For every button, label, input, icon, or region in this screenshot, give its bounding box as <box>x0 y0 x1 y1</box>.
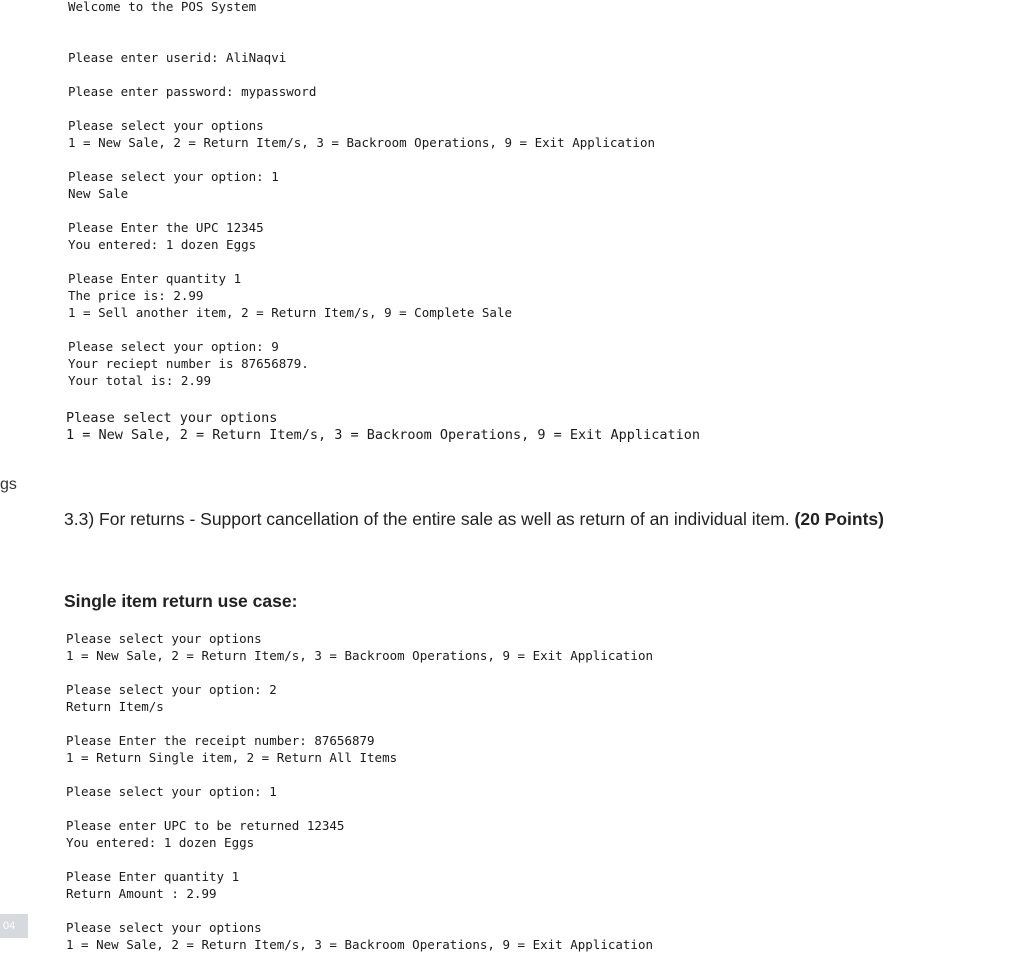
console-output-single-return <box>66 630 653 953</box>
cut-off-text-fragment: gs <box>0 476 17 493</box>
console-output-login-sale <box>68 0 655 389</box>
console-line: Please Enter quantity 1 <box>66 869 240 884</box>
console-line: 1 = New Sale, 2 = Return Item/s, 3 = Backroom Operations, 9 = Exit Application <box>66 427 700 443</box>
console-line: Please enter password: mypassword <box>68 84 317 99</box>
console-line <box>68 15 655 32</box>
task-text: 3.3) For returns - Support cancellation of the entire sale as well as return of an individual item. <box>64 509 795 529</box>
console-line <box>68 202 655 219</box>
console-line: Please select your options <box>66 410 278 426</box>
console-line: Please Enter the receipt number: 87656879 <box>66 733 375 748</box>
console-line <box>66 715 653 732</box>
console-line: Please Enter the UPC 12345 <box>68 220 264 235</box>
console-line: Please enter userid: AliNaqvi <box>68 50 287 65</box>
console-line: Return Amount : 2.99 <box>66 886 217 901</box>
console-line: Please select your options <box>66 631 262 646</box>
console-line: Welcome to the POS System <box>68 0 257 14</box>
console-line <box>66 664 653 681</box>
console-line <box>66 766 653 783</box>
console-line: Your reciept number is 87656879. <box>68 356 309 371</box>
console-line: 1 = New Sale, 2 = Return Item/s, 3 = Backroom Operations, 9 = Exit Application <box>68 135 655 150</box>
page-number-tab[interactable]: 04 <box>0 914 28 938</box>
console-line <box>68 100 655 117</box>
console-line: You entered: 1 dozen Eggs <box>66 835 255 850</box>
console-line <box>66 851 653 868</box>
console-line <box>68 151 655 168</box>
console-line: 1 = New Sale, 2 = Return Item/s, 3 = Backroom Operations, 9 = Exit Application <box>66 648 653 663</box>
console-line <box>68 66 655 83</box>
console-line: Return Item/s <box>66 699 164 714</box>
console-line: Please Enter quantity 1 <box>68 271 242 286</box>
console-line <box>66 800 653 817</box>
console-line: The price is: 2.99 <box>68 288 204 303</box>
console-line: Please select your options <box>68 118 264 133</box>
console-line: Please select your option: 1 <box>68 169 279 184</box>
console-line: Please select your option: 1 <box>66 784 277 799</box>
task-points: (20 Points) <box>794 509 884 529</box>
task-description <box>64 508 884 530</box>
console-line: 1 = Sell another item, 2 = Return Item/s, 9 = Complete Sale <box>68 305 513 320</box>
console-line: Please select your options <box>66 920 262 935</box>
console-line: Your total is: 2.99 <box>68 373 211 388</box>
console-line: Please enter UPC to be returned 12345 <box>66 818 345 833</box>
section-heading: Single item return use case: <box>64 591 298 611</box>
console-line <box>68 321 655 338</box>
console-line: Please select your option: 2 <box>66 682 277 697</box>
console-line: New Sale <box>68 186 129 201</box>
console-line <box>68 32 655 49</box>
console-line <box>68 253 655 270</box>
console-line: 1 = Return Single item, 2 = Return All Items <box>66 750 398 765</box>
console-line: You entered: 1 dozen Eggs <box>68 237 257 252</box>
console-line: Please select your option: 9 <box>68 339 279 354</box>
console-output-main-menu <box>66 410 700 444</box>
console-line <box>66 902 653 919</box>
console-line: 1 = New Sale, 2 = Return Item/s, 3 = Backroom Operations, 9 = Exit Application <box>66 937 653 952</box>
